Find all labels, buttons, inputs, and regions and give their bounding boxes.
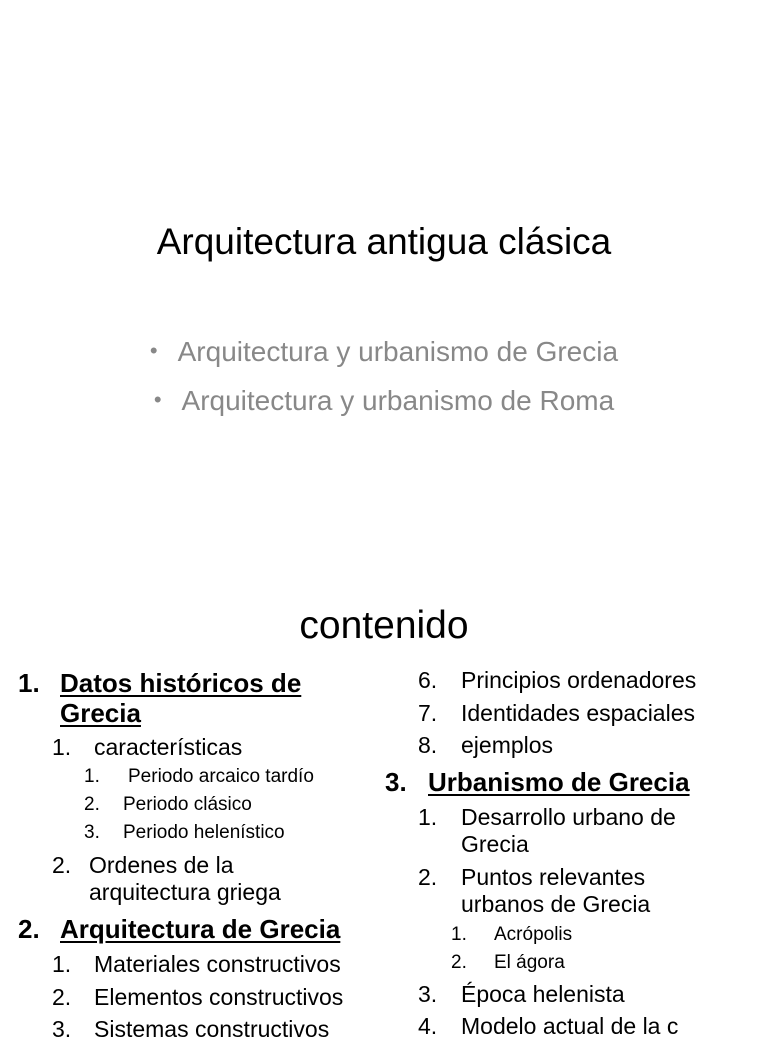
item-text: ejemplos xyxy=(461,732,554,758)
item-number: 1. xyxy=(84,766,100,787)
item-text: Materiales constructivos xyxy=(94,951,341,977)
item-number: 2. xyxy=(84,794,100,815)
item-number: 3. xyxy=(52,1016,72,1042)
item-number: 1. xyxy=(451,924,467,945)
item-text: Elementos constructivos xyxy=(94,984,344,1010)
item-text: Arquitectura de Grecia xyxy=(60,914,341,944)
item-number: 3. xyxy=(385,767,407,797)
bullet-icon: • xyxy=(149,338,158,363)
item-number: 1. xyxy=(418,804,438,830)
item-number: 2. xyxy=(18,914,40,944)
subtitle-item xyxy=(0,331,768,372)
item-number: 1. xyxy=(18,668,40,698)
item-number: 4. xyxy=(418,1013,438,1039)
item-text: Época helenista xyxy=(461,981,625,1007)
item-text: Identidades espaciales xyxy=(461,700,695,726)
item-number: 3. xyxy=(418,981,438,1007)
item-number: 2. xyxy=(52,852,72,878)
slide-contents xyxy=(0,575,768,1042)
item-text-cont: arquitectura griega xyxy=(89,879,281,905)
item-text: Sistemas constructivos xyxy=(94,1016,330,1042)
item-text: Acrópolis xyxy=(494,924,573,945)
item-number: 8. xyxy=(418,732,438,758)
item-number: 2. xyxy=(451,952,467,973)
item-number: 1. xyxy=(52,734,72,760)
contents-heading: contenido xyxy=(299,604,469,647)
item-text: El ágora xyxy=(494,952,565,973)
item-text: Puntos relevantes xyxy=(461,864,646,890)
item-number: 1. xyxy=(52,951,72,977)
subtitle-text: Arquitectura y urbanismo de Grecia xyxy=(177,336,619,367)
item-text-cont: Grecia xyxy=(60,698,141,728)
item-text: Ordenes de la xyxy=(89,852,234,878)
subtitle-text: Arquitectura y urbanismo de Roma xyxy=(181,385,615,416)
bullet-icon: • xyxy=(153,387,162,412)
item-number: 6. xyxy=(418,667,438,693)
item-number: 2. xyxy=(52,984,72,1010)
item-text: Periodo clásico xyxy=(123,794,252,815)
item-number: 7. xyxy=(418,700,438,726)
item-number: 2. xyxy=(418,864,438,890)
item-text-cont: urbanos de Grecia xyxy=(461,891,651,917)
subtitle-item xyxy=(0,380,768,421)
slide-title-heading: Arquitectura antigua clásica xyxy=(156,221,612,262)
item-text-cont: Grecia xyxy=(461,831,529,857)
item-text: Principios ordenadores xyxy=(461,667,697,693)
item-text: Desarrollo urbano de xyxy=(461,804,676,830)
item-text: Urbanismo de Grecia xyxy=(428,767,690,797)
item-text: características xyxy=(94,734,243,760)
item-number: 3. xyxy=(84,822,100,843)
item-text: Periodo helenístico xyxy=(123,822,285,843)
item-text: Datos históricos de xyxy=(60,668,302,698)
item-text: Periodo arcaico tardío xyxy=(128,766,314,787)
item-text: Modelo actual de la c xyxy=(461,1013,679,1039)
